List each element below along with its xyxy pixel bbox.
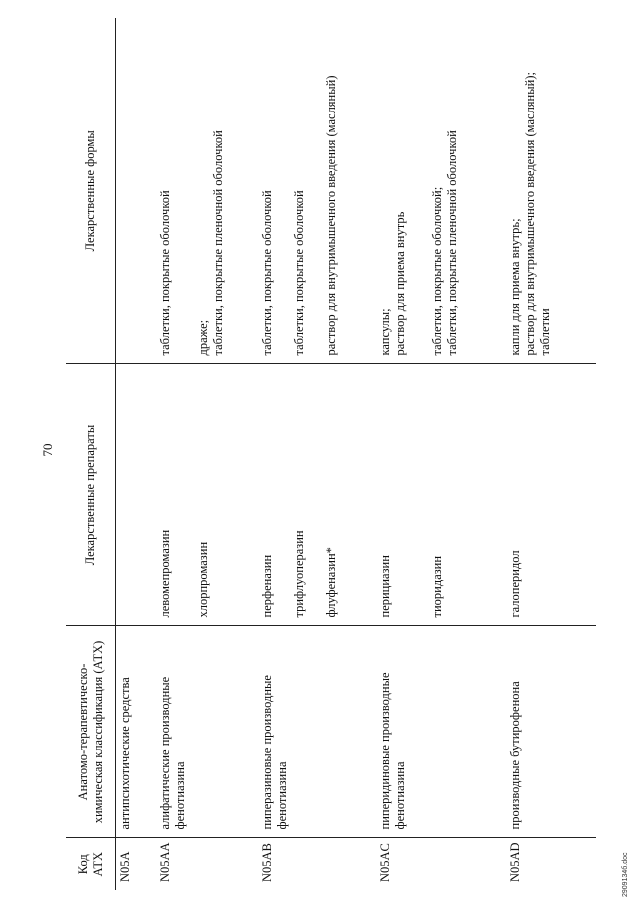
drug-form: таблетки, покрытые оболочкой — [291, 190, 306, 356]
atc-name: пиперазиновые производные фенотиазина — [258, 626, 376, 838]
drug-cell — [258, 364, 376, 626]
table-row — [116, 18, 156, 890]
atc-name: антипсихотические средства — [116, 626, 156, 838]
drug-form: таблетки, покрытые оболочкой — [259, 190, 274, 356]
drug-form: драже; таблетки, покрытые пленочной оболочкой — [195, 130, 225, 356]
drug-cell — [376, 364, 506, 626]
header-classification: Анатомо-терапевтическо-химическая классификация (АТХ) — [66, 626, 116, 838]
drug-name: галоперидол — [507, 550, 522, 618]
drug-cell — [506, 364, 596, 626]
atc-code: N05A — [118, 851, 132, 882]
drug-form: таблетки, покрытые оболочкой — [157, 190, 172, 356]
table-row — [376, 18, 506, 890]
drug-form: капсулы; раствор для приема внутрь — [377, 211, 407, 356]
header-drugs: Лекарственные препараты — [66, 364, 116, 626]
drug-name: хлорпромазин — [195, 541, 210, 618]
footer-filename: 2909134б.doc — [622, 852, 629, 897]
table-row — [506, 18, 596, 890]
form-cell — [506, 18, 596, 364]
form-cell — [116, 18, 156, 364]
drug-cell — [116, 364, 156, 626]
atc-table — [66, 18, 596, 890]
drug-form: таблетки, покрытые оболочкой; таблетки, покрытые пленочной оболочкой — [429, 130, 459, 356]
atc-name: производные бутирофенона — [506, 626, 596, 838]
drug-name: трифлуоперазин — [291, 530, 306, 618]
form-cell — [156, 18, 258, 364]
table-row — [258, 18, 376, 890]
atc-name: алифатические производные фенотиазина — [156, 626, 258, 838]
table-header-row — [66, 18, 116, 890]
header-forms: Лекарственные формы — [66, 18, 116, 364]
drug-name: флуфеназин* — [323, 547, 338, 618]
header-atc-code: Код АТХ — [66, 838, 116, 890]
atc-code: N05AB — [259, 843, 274, 882]
drug-name: перициазин — [377, 555, 392, 618]
atc-code: N05AA — [157, 842, 172, 882]
form-cell — [258, 18, 376, 364]
form-cell — [376, 18, 506, 364]
atc-code: N05AD — [507, 842, 522, 882]
atc-code: N05AC — [377, 843, 392, 882]
page-number: 70 — [40, 443, 55, 457]
drug-name: перфеназин — [259, 554, 274, 618]
drug-name: левомепромазин — [157, 529, 172, 618]
atc-name: пиперидиновые производные фенотиазина — [376, 626, 506, 838]
table-row — [156, 18, 258, 890]
drug-cell — [156, 364, 258, 626]
drug-name: тиоридазин — [429, 555, 444, 618]
drug-form: раствор для внутримышечного введения (масляный) — [323, 75, 338, 356]
drug-form: капли для приема внутрь; раствор для внутримышечного введения (масляный); таблетки — [507, 72, 552, 356]
